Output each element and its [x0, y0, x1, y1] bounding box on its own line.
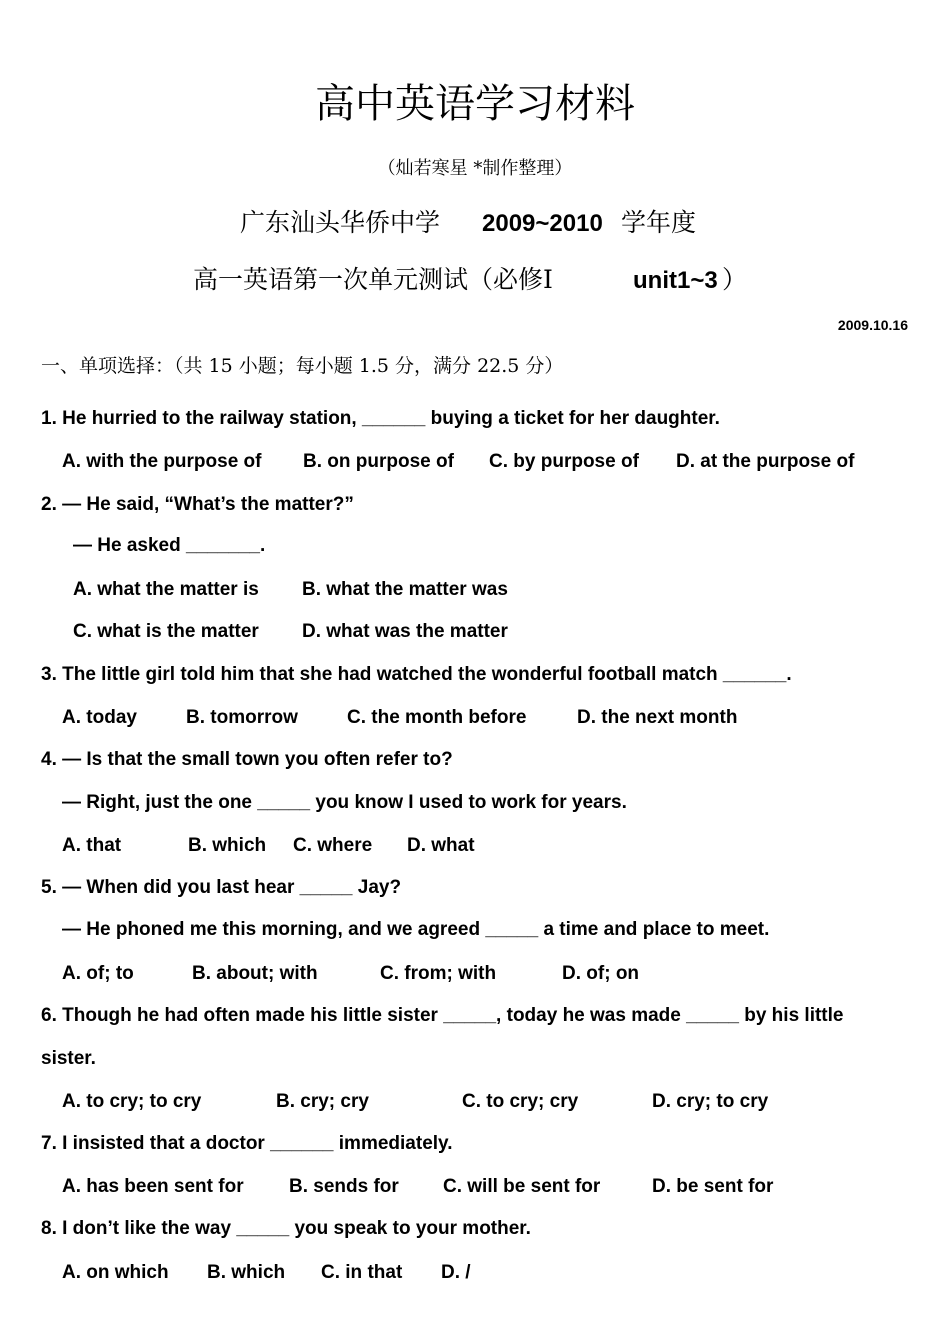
question-6-stem-line-1: 6. Though he had often made his little sister _____, today he was made _____ by his little	[41, 1005, 844, 1026]
question-8-option-a[interactable]: A. on which	[62, 1262, 169, 1283]
question-3-option-d[interactable]: D. the next month	[577, 707, 738, 728]
document-subtitle: （灿若寒星 *制作整理）	[377, 158, 573, 179]
question-1-stem: 1. He hurried to the railway station, ______ buying a ticket for her daughter.	[41, 408, 720, 429]
question-7-option-d[interactable]: D. be sent for	[652, 1176, 774, 1197]
question-2-stem-line-1: 2. — He said, “What’s the matter?”	[41, 494, 354, 515]
question-3-option-b[interactable]: B. tomorrow	[186, 707, 298, 728]
question-2-option-d[interactable]: D. what was the matter	[302, 621, 508, 642]
question-2-option-c[interactable]: C. what is the matter	[73, 621, 259, 642]
question-7-option-a[interactable]: A. has been sent for	[62, 1176, 244, 1197]
question-4-option-d[interactable]: D. what	[407, 835, 475, 856]
question-8-option-b[interactable]: B. which	[207, 1262, 286, 1283]
question-5-option-a[interactable]: A. of; to	[62, 963, 134, 984]
question-6-option-c[interactable]: C. to cry; cry	[462, 1091, 579, 1112]
question-5-stem-line-2: — He phoned me this morning, and we agreed _____ a time and place to meet.	[62, 919, 770, 940]
test-name: 高一英语第一次单元测试（必修Ⅰ	[193, 265, 553, 294]
question-7-option-c[interactable]: C. will be sent for	[443, 1176, 601, 1197]
question-1-option-d[interactable]: D. at the purpose of	[676, 451, 855, 472]
question-4-option-c[interactable]: C. where	[293, 835, 373, 856]
question-5-option-c[interactable]: C. from; with	[380, 963, 497, 984]
question-3-option-a[interactable]: A. today	[62, 707, 137, 728]
question-4-option-a[interactable]: A. that	[62, 835, 122, 856]
question-3-option-c[interactable]: C. the month before	[347, 707, 527, 728]
question-3-stem: 3. The little girl told him that she had watched the wonderful football match ______.	[41, 664, 792, 685]
question-4-stem-line-1: 4. — Is that the small town you often refer to?	[41, 749, 453, 770]
test-unit: unit1~3	[633, 267, 718, 294]
document-title: 高中英语学习材料	[315, 81, 635, 127]
question-1-option-b[interactable]: B. on purpose of	[303, 451, 454, 472]
question-6-stem-line-2: sister.	[41, 1048, 96, 1069]
question-2-stem-line-2: — He asked _______.	[73, 535, 266, 556]
question-6-option-b[interactable]: B. cry; cry	[276, 1091, 369, 1112]
question-6-option-a[interactable]: A. to cry; to cry	[62, 1091, 202, 1112]
section-heading: 一、单项选择：（共 15 小题；每小题 1.5 分，满分 22.5 分）	[41, 355, 564, 377]
test-date: 2009.10.16	[837, 317, 908, 333]
school-year: 2009~2010	[482, 210, 603, 237]
question-8-stem: 8. I don’t like the way _____ you speak to your mother.	[41, 1218, 531, 1239]
test-unit-close: ）	[722, 265, 748, 294]
question-1-option-c[interactable]: C. by purpose of	[489, 451, 639, 472]
question-7-option-b[interactable]: B. sends for	[289, 1176, 399, 1197]
question-5-stem-line-1: 5. — When did you last hear _____ Jay?	[41, 877, 402, 898]
question-6-option-d[interactable]: D. cry; to cry	[652, 1091, 769, 1112]
question-4-stem-line-2: — Right, just the one _____ you know I used to work for years.	[62, 792, 627, 813]
question-7-stem: 7. I insisted that a doctor ______ immediately.	[41, 1133, 453, 1154]
question-8-option-d[interactable]: D. /	[441, 1262, 471, 1283]
question-5-option-b[interactable]: B. about; with	[192, 963, 318, 984]
question-8-option-c[interactable]: C. in that	[321, 1262, 403, 1283]
question-5-option-d[interactable]: D. of; on	[562, 963, 640, 984]
school-name: 广东汕头华侨中学	[240, 208, 441, 237]
question-1-option-a[interactable]: A. with the purpose of	[62, 451, 262, 472]
question-2-option-b[interactable]: B. what the matter was	[302, 579, 508, 600]
question-2-option-a[interactable]: A. what the matter is	[73, 579, 259, 600]
question-4-option-b[interactable]: B. which	[188, 835, 267, 856]
school-year-suffix: 学年度	[621, 208, 697, 237]
